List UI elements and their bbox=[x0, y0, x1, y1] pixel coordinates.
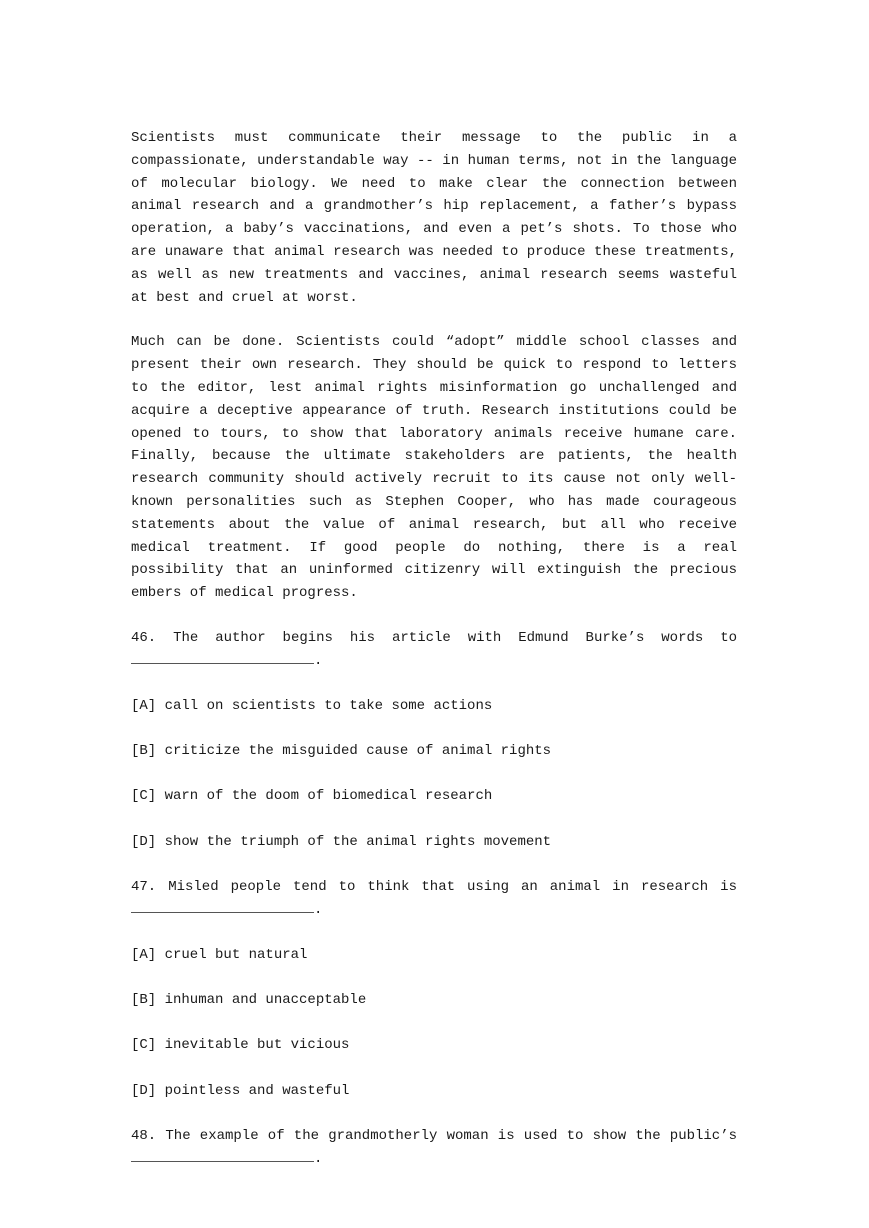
option-b: [B] inhuman and unacceptable bbox=[131, 992, 367, 1009]
question-48 bbox=[131, 1125, 737, 1171]
passage-paragraph-2: Much can be done. Scientists could “adopt” middle school classes and present their own research. They should be quick to respond to letters to the editor, lest animal rights misinformation go unchallenged and acquire a deceptive appearance of truth. Research institutions could be opened to tours, to show that laboratory animals receive humane care. Finally, because the ultimate stakeholders are patients, the health research community should actively recruit to its cause not only well-known personalities such as Stephen Cooper, who has made courageous statements about the value of animal research, but all who receive medical treatment. If good people do nothing, there is a real possibility that an uninformed citizenry will extinguish the precious embers of medical progress. bbox=[131, 334, 737, 602]
blank-period: . bbox=[314, 652, 323, 669]
option-c: [C] warn of the doom of biomedical research bbox=[131, 788, 493, 805]
blank-underline bbox=[131, 900, 314, 913]
passage-paragraph-1: Scientists must communicate their message to the public in a compassionate, understandable way -- in human terms, not in the language of molecular biology. We need to make clear the connection between animal research and a grandmother’s hip replacement, a father’s bypass operation, a baby’s vaccinations, and even a pet’s shots. To those who are unaware that animal research was needed to produce these treatments, as well as new treatments and vaccines, animal research seems wasteful at best and cruel at worst. bbox=[131, 130, 737, 306]
blank-underline bbox=[131, 651, 314, 664]
blank-period: . bbox=[314, 1151, 323, 1168]
answer-blank bbox=[131, 650, 737, 673]
option-b: [B] criticize the misguided cause of animal rights bbox=[131, 742, 552, 759]
option-d: [D] show the triumph of the animal rights movement bbox=[131, 833, 552, 850]
option-a: [A] cruel but natural bbox=[131, 946, 308, 963]
answer-blank bbox=[131, 899, 737, 922]
option-d: [D] pointless and wasteful bbox=[131, 1082, 350, 1099]
question-47 bbox=[131, 876, 737, 1103]
option-a: [A] call on scientists to take some actions bbox=[131, 697, 493, 714]
question-46 bbox=[131, 627, 737, 854]
option-c: [C] inevitable but vicious bbox=[131, 1037, 350, 1054]
answer-blank bbox=[131, 1148, 737, 1171]
document-page bbox=[131, 127, 737, 1193]
question-stem: 48. The example of the grandmotherly woman is used to show the public’s bbox=[131, 1128, 737, 1145]
blank-underline bbox=[131, 1149, 314, 1162]
question-stem: 47. Misled people tend to think that using an animal in research is bbox=[131, 879, 737, 896]
blank-period: . bbox=[314, 901, 323, 918]
question-stem: 46. The author begins his article with Edmund Burke’s words to bbox=[131, 629, 737, 646]
